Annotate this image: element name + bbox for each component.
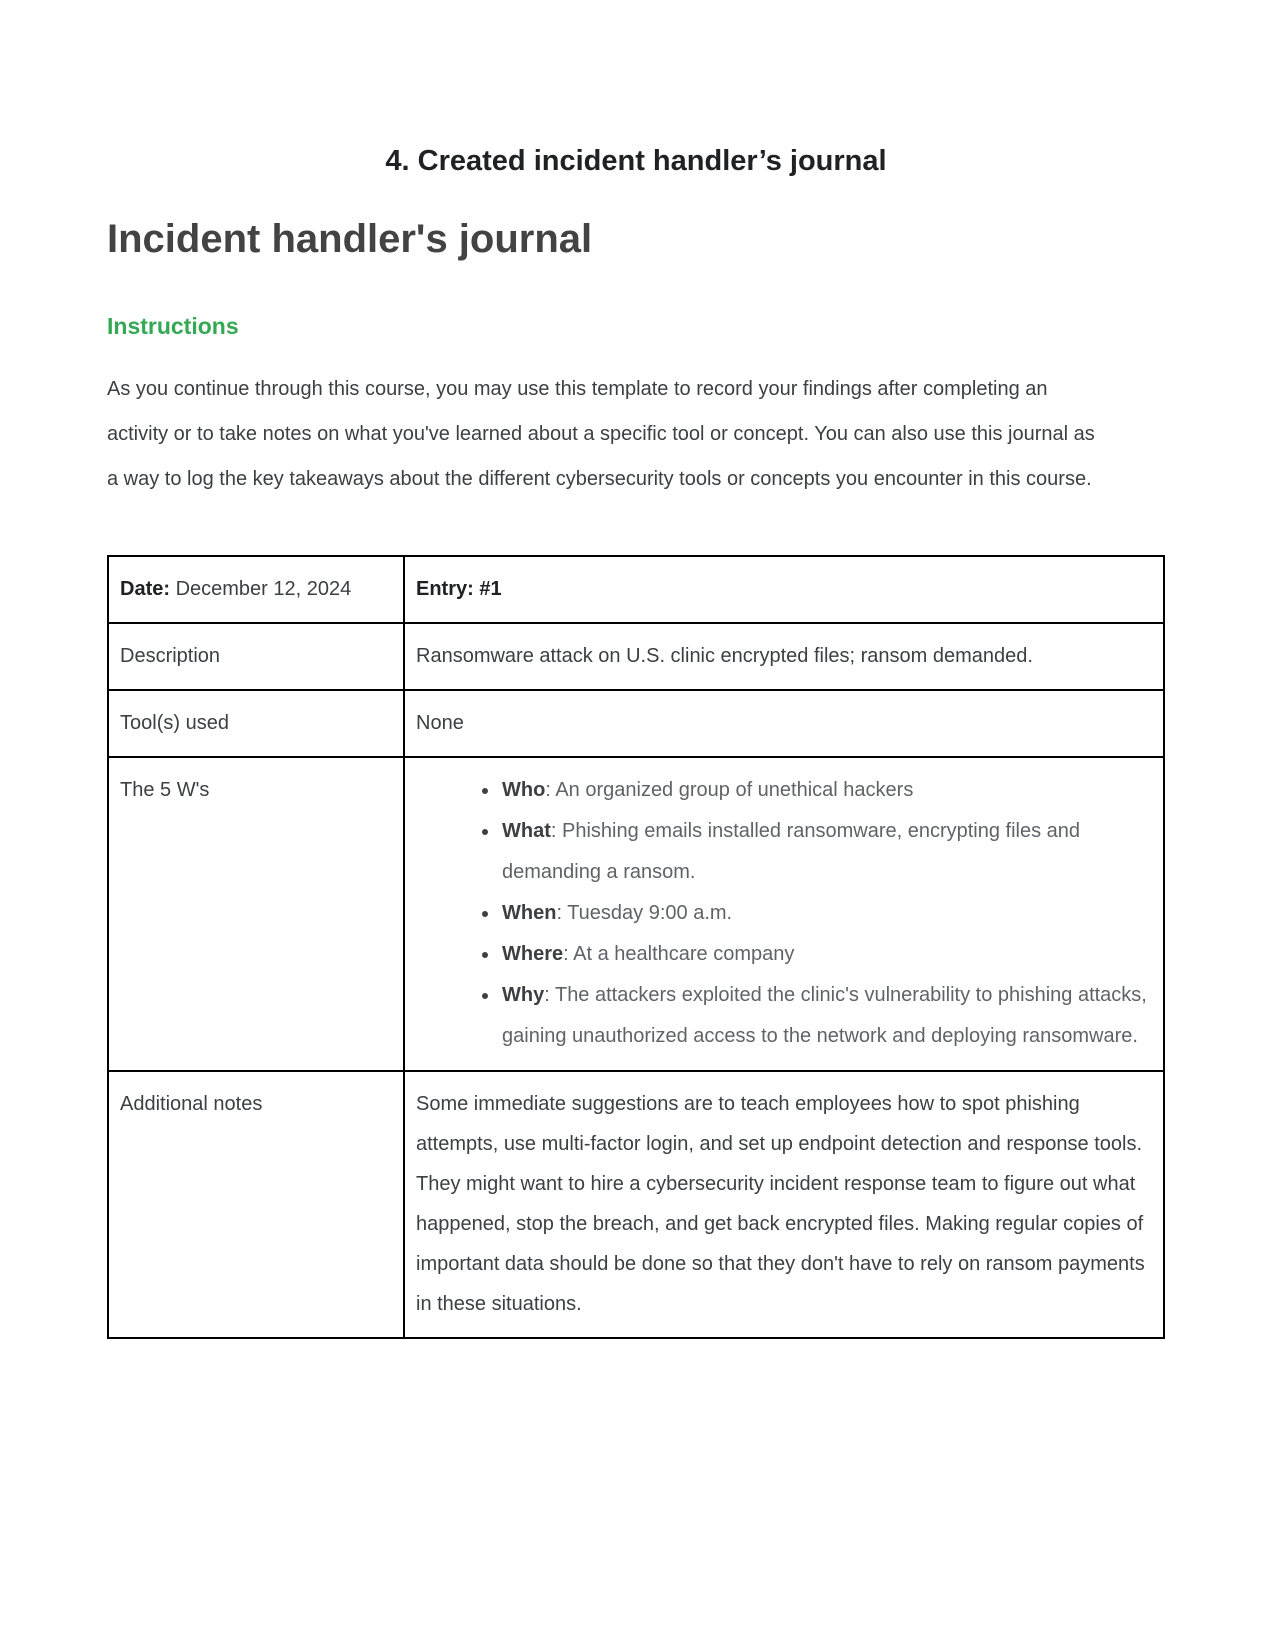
tools-value: None xyxy=(404,690,1164,757)
why-term: Why xyxy=(502,984,545,1006)
instructions-paragraph: As you continue through this course, you may use this template to record your findings after completing an activity or to take notes on what you've learned about a specific tool or concept. You can also use this journal as a way to log the key takeaways about the different cybersecurity tools or concepts you encounter in this course. xyxy=(107,378,1095,490)
description-value: Ransomware attack on U.S. clinic encrypted files; ransom demanded. xyxy=(404,623,1164,690)
list-item-who xyxy=(500,770,1149,811)
table-row-five-ws xyxy=(108,757,1164,1071)
five-ws-cell xyxy=(404,757,1164,1071)
list-item-where xyxy=(500,934,1149,975)
journal-table xyxy=(107,555,1165,1339)
date-value: December 12, 2024 xyxy=(175,578,352,600)
entry-cell xyxy=(404,556,1164,623)
why-text: : The attackers exploited the clinic's vulnerability to phishing attacks, gaining unauthorized access to the network and deploying ransomware. xyxy=(502,984,1147,1047)
date-label: Date: xyxy=(120,578,171,600)
instructions-heading: Instructions xyxy=(107,313,239,339)
five-ws-list xyxy=(416,770,1149,1057)
what-term: What xyxy=(502,820,551,842)
where-term: Where xyxy=(502,943,564,965)
page-title: 4. Created incident handler’s journal xyxy=(385,145,887,177)
who-text: : An organized group of unethical hackers xyxy=(545,779,914,801)
date-cell xyxy=(108,556,404,623)
table-row-notes xyxy=(108,1071,1164,1338)
tools-label: Tool(s) used xyxy=(108,690,404,757)
when-term: When xyxy=(502,902,557,924)
table-row-tools xyxy=(108,690,1164,757)
table-row-date-entry xyxy=(108,556,1164,623)
list-item-what xyxy=(500,811,1149,893)
what-text: : Phishing emails installed ransomware, encrypting files and demanding a ransom. xyxy=(502,820,1081,883)
description-label: Description xyxy=(108,623,404,690)
list-item-why xyxy=(500,975,1149,1057)
journal-heading: Incident handler's journal xyxy=(107,217,593,261)
list-item-when xyxy=(500,893,1149,934)
table-row-description xyxy=(108,623,1164,690)
five-ws-label: The 5 W's xyxy=(108,757,404,1071)
who-term: Who xyxy=(502,779,546,801)
notes-value: Some immediate suggestions are to teach employees how to spot phishing attempts, use multi-factor login, and set up endpoint detection and response tools. They might want to hire a cybersecurity incident response team to figure out what happened, stop the breach, and get back encrypted files. Making regular copies of important data should be done so that they don't have to rely on ransom payments in these situations. xyxy=(404,1071,1164,1338)
notes-label: Additional notes xyxy=(108,1071,404,1338)
entry-label: Entry: #1 xyxy=(416,578,502,600)
when-text: : Tuesday 9:00 a.m. xyxy=(556,902,733,924)
where-text: : At a healthcare company xyxy=(563,943,795,965)
